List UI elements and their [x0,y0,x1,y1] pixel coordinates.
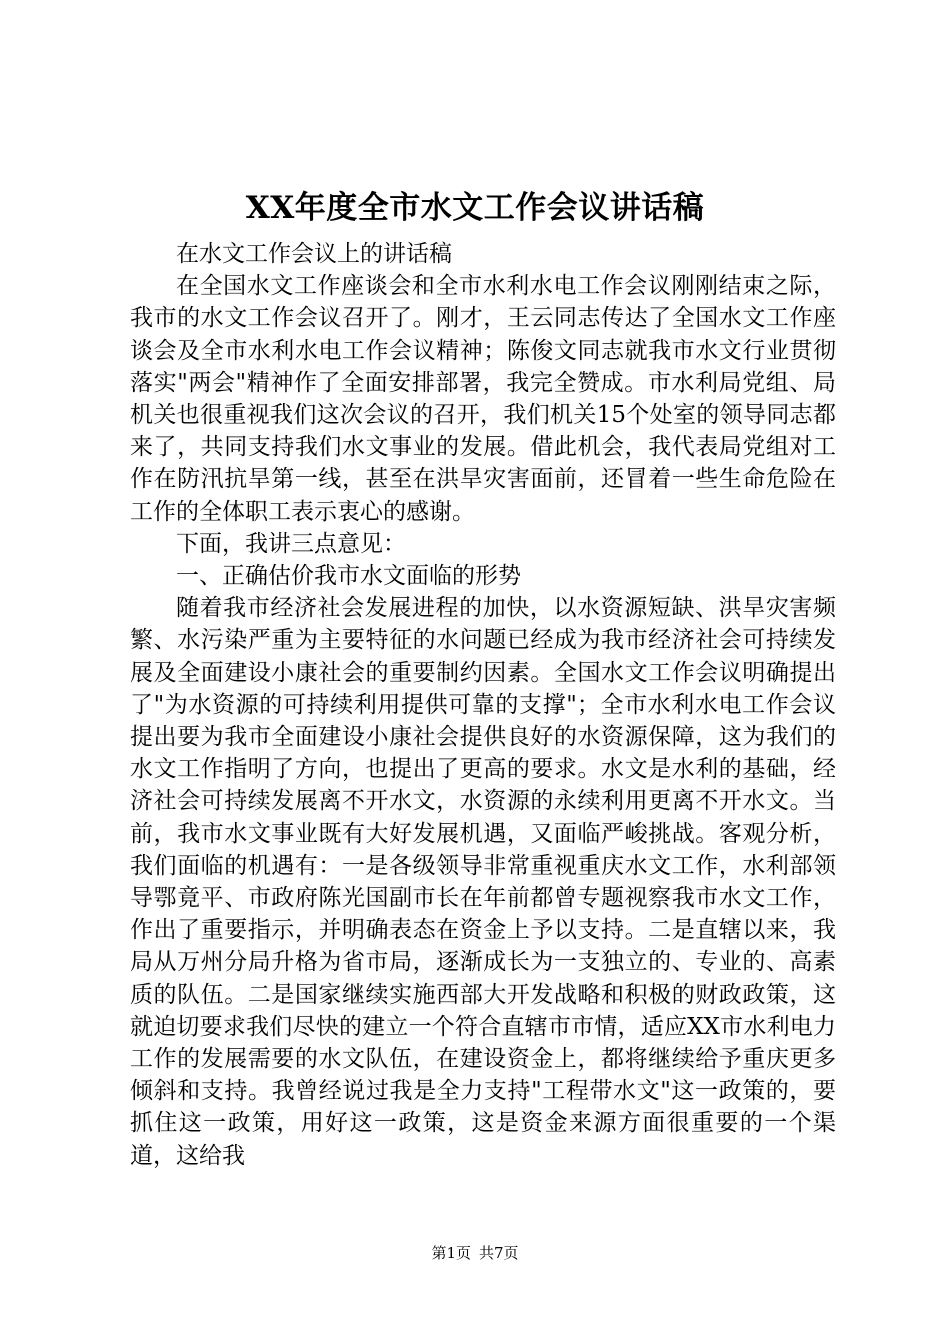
document-title: XX年度全市水文工作会议讲话稿 [245,190,705,226]
intro-paragraph: 下面，我讲三点意见： [176,530,406,557]
opening-paragraph: 在全国水文工作座谈会和全市水利水电工作会议刚刚结束之际，我市的水文工作会议召开了。刚才，王云同志传达了全国水文工作座谈会及全市水利水电工作会议精神；陈俊文同志就我市水文行业贯彻落实"两会"精神作了全面安排部署，我完全赞成。市水利局党组、局机关也很重视我们这次会议的召开，我们机关15个处室的领导同志都来了，共同支持我们水文事业的发展。借此机会，我代表局党组对工作在防汛抗旱第一线，甚至在洪旱灾害面前，还冒着一些生命危险在工作的全体职工表示衷心的感谢。 [130,273,836,525]
page-total: 共7页 [479,1244,519,1262]
section-heading: 一、正确估价我市水文面临的形势 [176,563,521,590]
subtitle-paragraph: 在水文工作会议上的讲话稿 [176,241,452,267]
page-number: 第1页 [431,1244,471,1262]
document-body [130,238,836,1172]
body-paragraph: 随着我市经济社会发展进程的加快，以水资源短缺、洪旱灾害频繁、水污染严重为主要特征的水问题已经成为我市经济社会可持续发展及全面建设小康社会的重要制约因素。全国水文工作会议明确提出了"为水资源的可持续利用提供可靠的支撑"；全市水利水电工作会议提出要为我市全面建设小康社会提供良好的水资源保障，这为我们的水文工作指明了方向，也提出了更高的要求。水文是水利的基础，经济社会可持续发展离不开水文，水资源的永续利用更离不开水文。当前，我市水文事业既有大好发展机遇，又面临严峻挑战。客观分析，我们面临的机遇有：一是各级领导非常重视重庆水文工作，水利部领导鄂竟平、市政府陈光国副市长在年前都曾专题视察我市水文工作，作出了重要指示，并明确表态在资金上予以支持。二是直辖以来，我局从万州分局升格为省市局，逐渐成长为一支独立的、专业的、高素质的队伍。二是国家继续实施西部大开发战略和积极的财政政策，这就迫切要求我们尽快的建立一个符合直辖市市情，适应XX市水利电力工作的发展需要的水文队伍，在建设资金上，都将继续给予重庆更多倾斜和支持。我曾经说过我是全力支持"工程带水文"这一政策的，要抓住这一政策，用好这一政策，这是资金来源方面很重要的一个渠道，这给我 [130,595,836,1169]
page-footer [0,1243,950,1263]
